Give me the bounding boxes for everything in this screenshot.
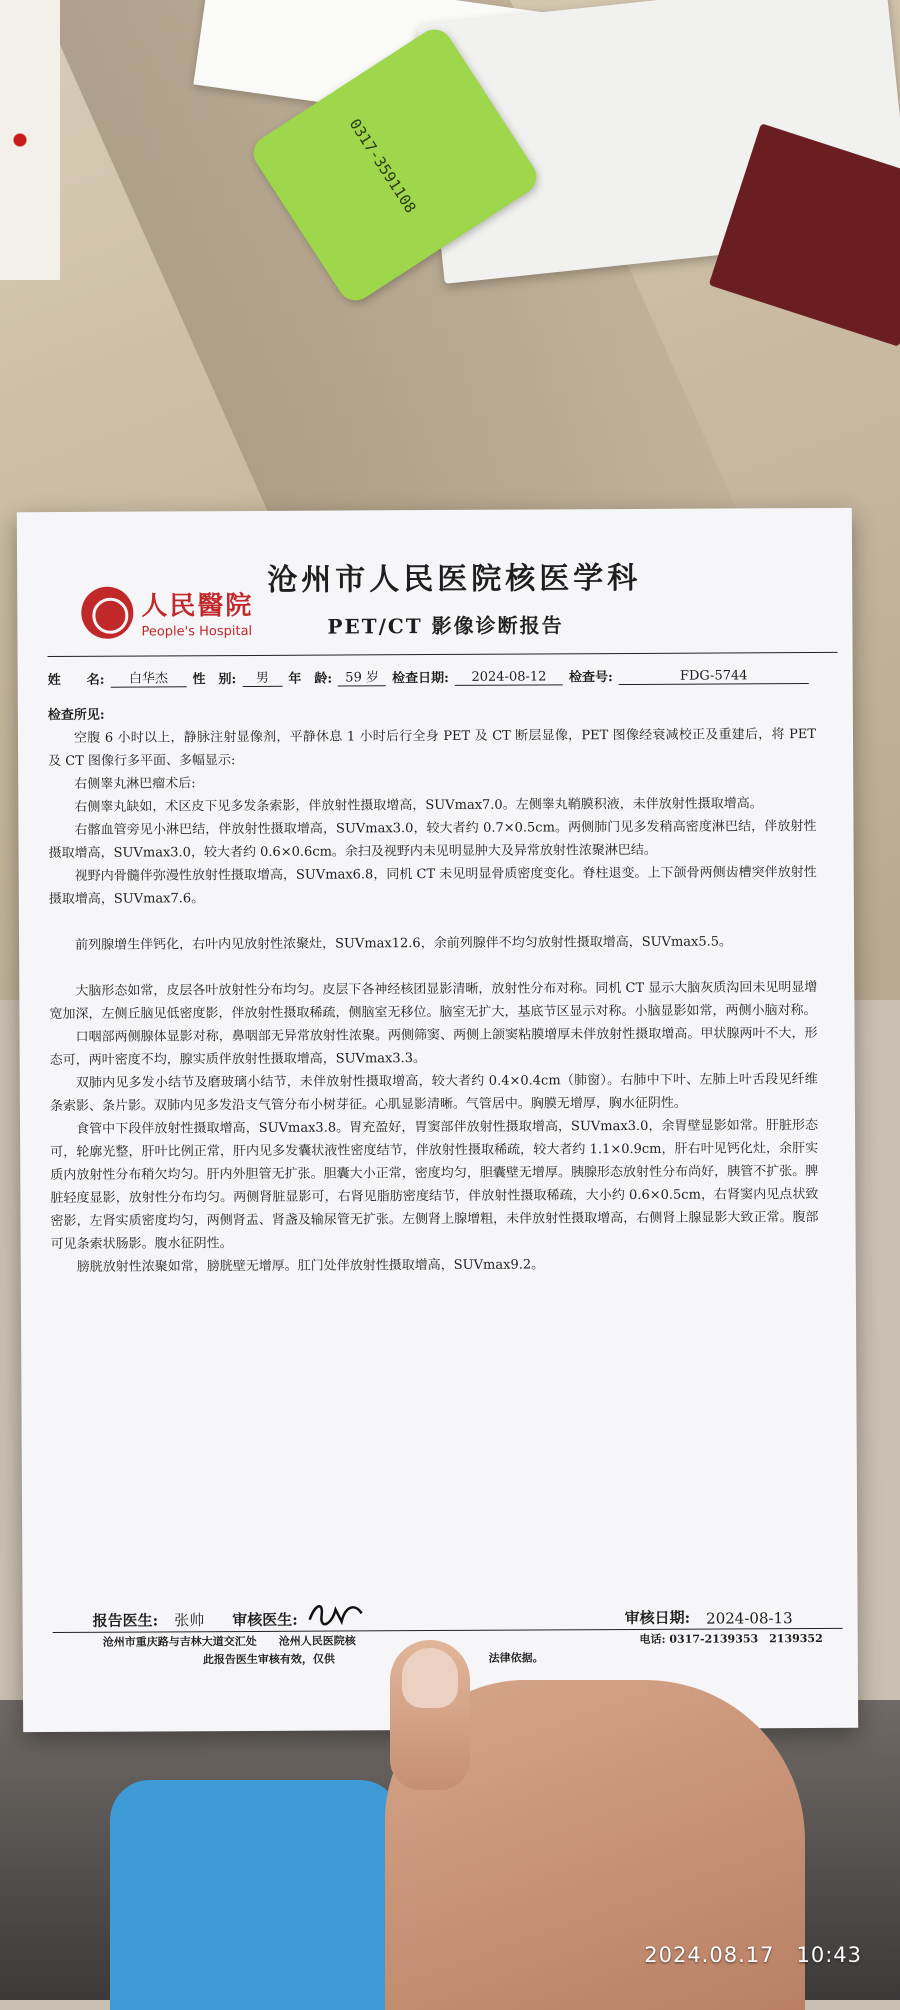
findings-paragraph: 大脑形态如常，皮层各叶放射性分布均匀。皮层下各神经核团显影清晰，放射性分布对称。同机 CT 显示大脑灰质沟回未见明显增宽加深，左侧丘脑见低密度影，伴放射性摄取稀疏，侧脑室无移位。脑室无扩大，基底节区显示对称。小脑显影如常，两侧小脑对称。	[49, 980, 818, 1023]
photo-timestamp: 2024.08.17 10:43	[644, 1943, 862, 1967]
name-label: 姓 名:	[47, 672, 105, 689]
phone-label: 电话:	[639, 1632, 666, 1646]
patient-info-row	[48, 658, 838, 688]
exam-no: FDG-5744	[619, 668, 809, 685]
department-title: 沧州市人民医院核医学科	[267, 560, 642, 598]
patient-age: 59 岁	[338, 666, 386, 686]
review-date: 2024-08-13	[706, 1609, 793, 1628]
sex-label: 性 别:	[192, 672, 237, 688]
validity-note-end: 法律依据。	[488, 1651, 544, 1665]
reviewer-label: 审核医生:	[232, 1610, 298, 1630]
review-date-label: 审核日期:	[624, 1608, 691, 1628]
header-rule	[48, 652, 838, 657]
signature-row	[93, 1603, 833, 1631]
patient-sex: 男	[242, 667, 282, 687]
findings-paragraph: 右侧睾丸缺如，术区皮下见多发条索影，伴放射性摄取增高，SUVmax7.0。左侧睾丸鞘膜积液，未伴放射性摄取增高。	[74, 796, 763, 815]
validity-note	[203, 1649, 544, 1667]
thumb-nail	[402, 1648, 458, 1708]
exam-no-label: 检查号:	[568, 670, 613, 686]
age-label: 年 龄:	[288, 671, 333, 687]
findings-paragraph: 膀胱放射性浓聚如常，膀胱壁无增厚。肛门处伴放射性摄取增高，SUVmax9.2。	[76, 1257, 545, 1275]
phone-numbers: 0317-2139353 2139352	[669, 1631, 823, 1646]
wristband-text: 0317-3591108	[345, 115, 420, 217]
validity-note-text: 此报告医生审核有效，仅供	[202, 1652, 335, 1667]
findings-paragraph: 右髂血管旁见小淋巴结，伴放射性摄取增高，SUVmax3.0，较大者约 0.7×0.5cm。两侧肺门见多发稍高密度淋巴结，伴放射性摄取增高，SUVmax3.0，较大者约 0.6×0.6cm。余扫及视野内未见明显肿大及异常放射性浓聚淋巴结。	[48, 819, 817, 862]
patient-name: 白华杰	[110, 667, 186, 687]
left-fabric-object	[0, 0, 60, 280]
findings-paragraph: 前列腺增生伴钙化，右叶内见放射性浓聚灶，SUVmax12.6，余前列腺伴不均匀放射性摄取增高，SUVmax5.5。	[75, 934, 733, 953]
hospital-seal-icon	[81, 587, 133, 639]
findings-paragraph: 右侧睾丸淋巴瘤术后:	[74, 776, 196, 792]
footer-address-row	[103, 1630, 823, 1650]
findings-paragraph: 视野内骨髓伴弥漫性放射性摄取增高，SUVmax6.8，同机 CT 未见明显骨质密度变化。脊柱退变。上下颌骨两侧齿槽突伴放射性摄取增高，SUVmax7.6。	[48, 865, 817, 908]
findings-paragraph: 空腹 6 小时以上，静脉注射显像剂，平静休息 1 小时后行全身 PET 及 CT 断层显像，PET 图像经衰减校正及重建后，将 PET 及 CT 图像行多平面、多幅显示:	[48, 727, 817, 770]
hospital-logo	[81, 585, 253, 640]
handwritten-signature	[306, 1603, 366, 1629]
logo-chinese-name: 人民醫院	[141, 590, 254, 622]
hospital-address: 沧州市重庆路与吉林大道交汇处 沧州人民医院核	[102, 1634, 356, 1649]
reporter-label: 报告医生:	[92, 1611, 159, 1630]
exam-date: 2024-08-12	[455, 669, 563, 686]
exam-date-label: 检查日期:	[392, 670, 449, 687]
findings-paragraph: 食管中下段伴放射性摄取增高，SUVmax3.8。胃充盈好，胃窦部伴放射性摄取增高，SUVmax3.0，余胃壁显影如常。肝脏形态可，轮廓光整，肝叶比例正常，肝内见多发囊状液性密度结节，伴放射性摄取稀疏，较大者约 1.1×0.9cm，肝右叶见钙化灶，余肝实质内放射性分布稍欠均匀。肝内外胆管无扩张。胆囊大小正常，密度均匀，胆囊壁无增厚。胰腺形态放射性分布尚好，胰管不扩张。脾脏轻度显影，放射性分布均匀。两侧肾脏显影可，右肾见脂肪密度结节，伴放射性摄取稀疏，大小约 0.6×0.5cm，右肾窦内见点状致密影，左肾实质密度均匀，两侧肾盂、肾盏及输尿管无扩张。左侧肾上腺增粗，未伴放射性摄取增高，右侧肾上腺显影大致正常。腹部可见条索状肠影。腹水征阴性。	[50, 1118, 819, 1253]
findings-body	[48, 700, 819, 1279]
report-sheet	[17, 508, 858, 1732]
blue-object	[110, 1780, 400, 2010]
logo-english-name: People's Hospital	[141, 623, 253, 640]
reporter-name: 张帅	[174, 1611, 205, 1630]
findings-paragraph: 双肺内见多发小结节及磨玻璃小结节，未伴放射性摄取增高，较大者约 0.4×0.4cm（肺窗）。右肺中下叶、左肺上叶舌段见纤维条索影、条片影。双肺内见多发沿支气管分布小树芽征。心肌显影清晰。气管居中。胸膜无增厚，胸水征阴性。	[49, 1072, 818, 1115]
findings-paragraph: 口咽部两侧腺体显影对称，鼻咽部无异常放射性浓聚。两侧筛窦、两侧上颌窦粘膜增厚未伴放射性摄取增高。甲状腺两叶不大，形态可，两叶密度不均，腺实质伴放射性摄取增高，SUVmax3.3。	[49, 1026, 818, 1069]
findings-heading: 检查所见:	[47, 707, 105, 724]
report-title: PET/CT 影像诊断报告	[327, 613, 564, 639]
